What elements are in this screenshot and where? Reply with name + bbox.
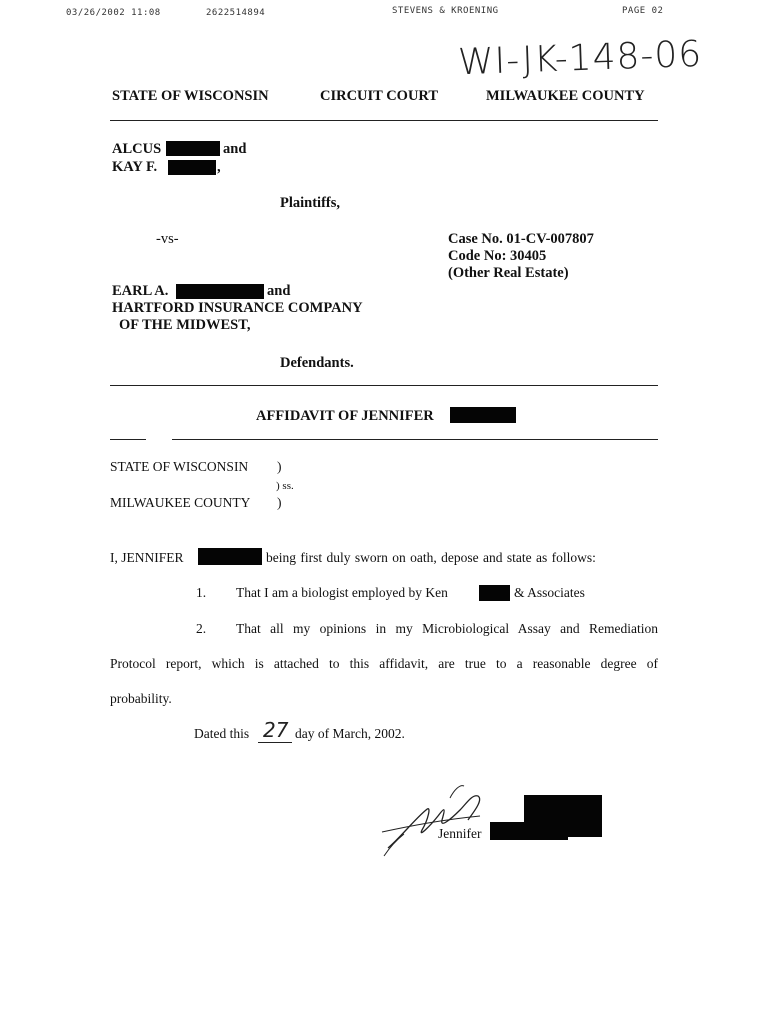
parties-divider: [110, 385, 658, 386]
defendant-2-name: HARTFORD INSURANCE COMPANY: [112, 300, 363, 316]
title-divider-left: [110, 439, 146, 440]
case-type: (Other Real Estate): [448, 265, 569, 281]
plaintiffs-label: Plaintiffs,: [280, 195, 341, 211]
dated-day-underline: [258, 742, 292, 743]
venue-paren-bottom: ): [277, 495, 282, 510]
item-2-line-2: Protocol report, which is attached to this affidavit, are true to a reasonable degree of: [110, 656, 658, 671]
item-2-line-1: That all my opinions in my Microbiological Assay and Remediation: [236, 621, 658, 636]
affidavit-title: AFFIDAVIT OF JENNIFER: [256, 408, 434, 424]
plaintiff-2-name: KAY F.: [112, 159, 158, 175]
intro-text: being first duly sworn on oath, depose and state as follows:: [266, 550, 596, 565]
fax-phone: 2622514894: [206, 8, 266, 18]
caption-court: CIRCUIT COURT: [320, 88, 439, 104]
caption-divider: [110, 120, 658, 121]
redaction-bar: [450, 407, 516, 423]
fax-datetime: 03/26/2002 11:08: [66, 8, 161, 18]
dated-label: Dated this: [194, 726, 250, 741]
redaction-bar: [479, 585, 510, 601]
signature-printed-name: Jennifer: [438, 826, 482, 841]
plaintiff-1-name: ALCUS: [112, 141, 162, 157]
venue-paren-top: ): [277, 459, 282, 474]
dated-text: day of March, 2002.: [295, 726, 405, 741]
code-number: Code No: 30405: [448, 248, 547, 264]
redaction-bar: [198, 548, 262, 565]
dated-day-handwritten: 27: [263, 718, 289, 742]
venue-ss: ) ss.: [276, 480, 294, 492]
redaction-bar: [166, 141, 220, 156]
caption-county: MILWAUKEE COUNTY: [486, 88, 645, 104]
item-1-number: 1.: [196, 585, 207, 600]
defendant-1-name: EARL A.: [112, 283, 169, 299]
venue-county: MILWAUKEE COUNTY: [110, 495, 251, 510]
handwritten-document-number: WI-JK-148-06: [457, 33, 703, 84]
redaction-bar: [490, 822, 568, 840]
defendant-2-name-cont: OF THE MIDWEST,: [119, 317, 251, 333]
plaintiff-1-conjunction: and: [223, 141, 247, 157]
fax-page: PAGE 02: [622, 6, 664, 16]
plaintiff-2-suffix: ,: [217, 159, 221, 175]
title-divider-right: [172, 439, 658, 440]
case-number: Case No. 01-CV-007807: [448, 231, 594, 247]
item-1-text-cont: & Associates: [514, 585, 585, 600]
venue-state: STATE OF WISCONSIN: [110, 459, 249, 474]
defendant-1-conjunction: and: [267, 283, 291, 299]
redaction-bar: [176, 284, 264, 299]
fax-sender: STEVENS & KROENING: [392, 6, 499, 16]
caption-state: STATE OF WISCONSIN: [112, 88, 269, 104]
item-1-text: That I am a biologist employed by Ken: [236, 585, 448, 600]
versus-label: -vs-: [156, 231, 179, 247]
item-2-number: 2.: [196, 621, 207, 636]
intro-name: I, JENNIFER: [110, 550, 184, 565]
redaction-bar: [168, 160, 216, 175]
item-2-line-3: probability.: [110, 691, 172, 706]
defendants-label: Defendants.: [280, 355, 354, 371]
